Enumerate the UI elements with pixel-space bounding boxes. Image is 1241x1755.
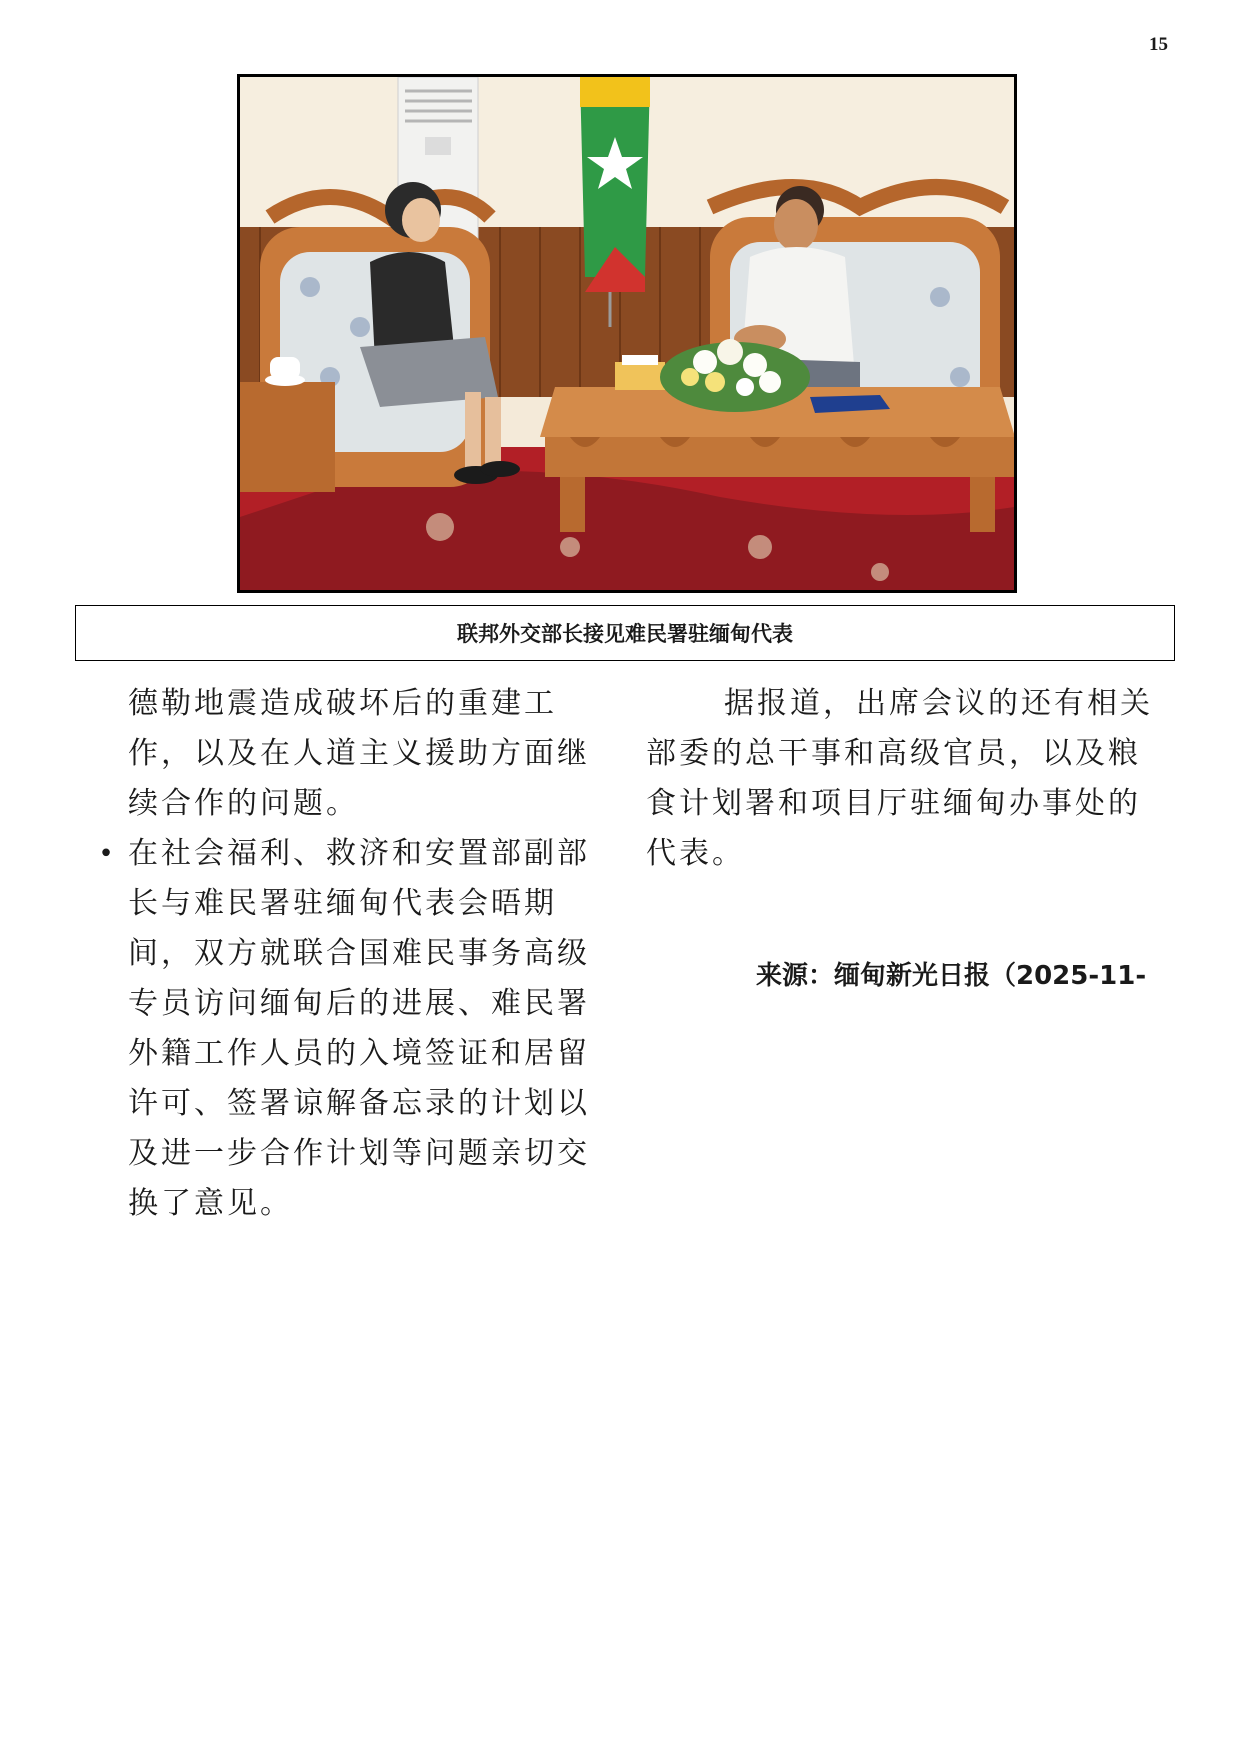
source-credit: 来源：缅甸新光日报（2025-11- xyxy=(756,961,1147,991)
bullet-line: 在社会福利、救济和安置部副部 xyxy=(128,836,590,871)
bullet-line: 换了意见。 xyxy=(128,1186,293,1221)
paragraph-line: 部委的总干事和高级官员，以及粮 xyxy=(646,736,1141,771)
paragraph-line: 食计划署和项目厅驻缅甸办事处的 xyxy=(646,786,1141,821)
paragraph-line: 据报道，出席会议的还有相关 xyxy=(724,686,1153,721)
bullet-line: 许可、签署谅解备忘录的计划以 xyxy=(128,1086,590,1121)
bullet-line: 专员访问缅甸后的进展、难民署 xyxy=(128,986,590,1021)
left-column xyxy=(98,679,608,1229)
paragraph-line: 代表。 xyxy=(646,836,745,871)
photo-caption-box xyxy=(75,605,1175,661)
paragraph-line: 德勒地震造成破坏后的重建工 xyxy=(128,686,557,721)
bullet-line: 外籍工作人员的入境签证和居留 xyxy=(128,1036,590,1071)
paragraph-line: 续合作的问题。 xyxy=(128,786,359,821)
bullet-line: 长与难民署驻缅甸代表会晤期 xyxy=(128,886,557,921)
photo-caption: 联邦外交部长接见难民署驻缅甸代表 xyxy=(457,622,793,646)
paragraph-line: 作，以及在人道主义援助方面继 xyxy=(128,736,590,771)
right-column xyxy=(646,679,1181,879)
bullet-line: 间，双方就联合国难民事务高级 xyxy=(128,936,590,971)
page-number: 15 xyxy=(1149,34,1168,55)
bullet-line: 及进一步合作计划等问题亲切交 xyxy=(128,1136,590,1171)
news-photo xyxy=(237,74,1017,593)
bullet-icon: • xyxy=(98,839,114,869)
bullet-item xyxy=(98,829,608,1229)
